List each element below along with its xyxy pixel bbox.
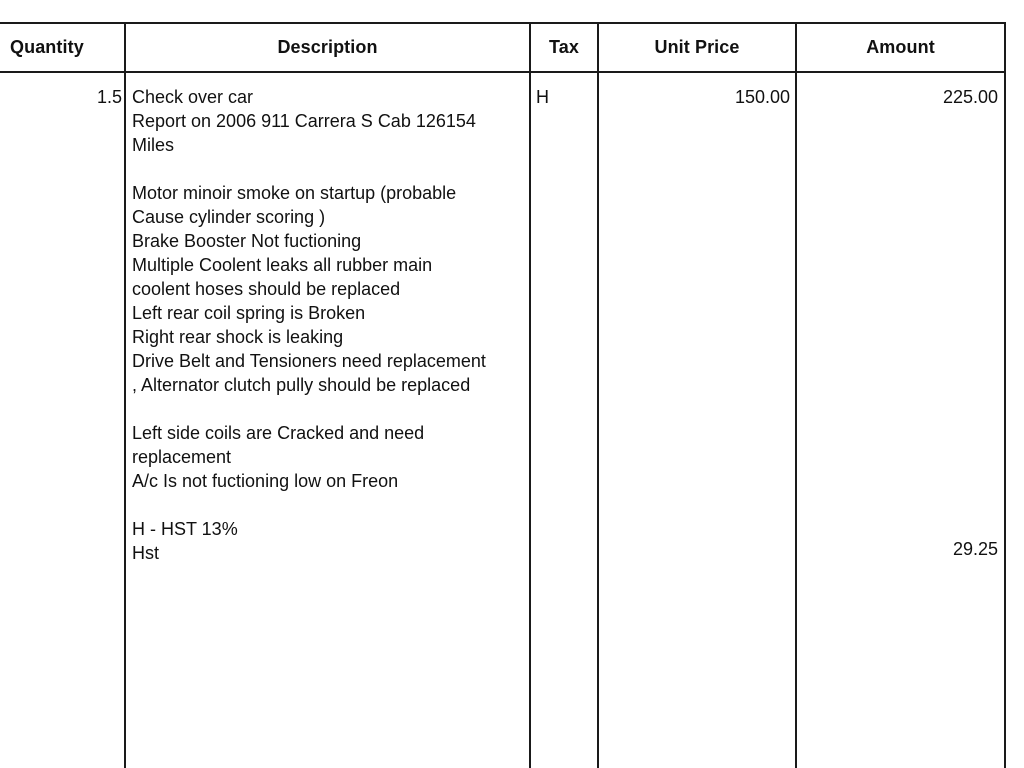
item-quantity: 1.5	[96, 87, 122, 107]
description-line: Miles	[132, 135, 175, 155]
header-separator	[0, 71, 1006, 73]
hst-amount: 29.25	[952, 539, 998, 559]
table-right-border	[1004, 22, 1006, 768]
item-amount: 225.00	[942, 87, 998, 107]
description-line: Right rear shock is leaking	[132, 327, 344, 347]
description-line: replacement	[132, 447, 232, 467]
description-line: , Alternator clutch pully should be replaced	[132, 375, 471, 395]
description-line: Left side coils are Cracked and need	[132, 423, 425, 443]
column-divider	[124, 22, 126, 768]
description-line: Multiple Coolent leaks all rubber main	[132, 255, 433, 275]
description-line: Left rear coil spring is Broken	[132, 303, 366, 323]
description-line: Motor minoir smoke on startup (probable	[132, 183, 457, 203]
description-line: Brake Booster Not fuctioning	[132, 231, 362, 251]
column-divider	[795, 22, 797, 768]
tax-rate-line: H - HST 13%	[132, 519, 238, 539]
description-line: Check over car	[132, 87, 254, 107]
column-divider	[529, 22, 531, 768]
description-line: Cause cylinder scoring )	[132, 207, 326, 227]
item-tax-code: H	[536, 87, 549, 107]
header-amount: Amount	[866, 37, 935, 57]
description-line: Drive Belt and Tensioners need replacement	[132, 351, 486, 371]
description-line: A/c Is not fuctioning low on Freon	[132, 471, 399, 491]
header-quantity: Quantity	[10, 37, 84, 57]
item-unit-price: 150.00	[734, 87, 790, 107]
hst-label: Hst	[132, 543, 159, 563]
description-line: coolent hoses should be replaced	[132, 279, 401, 299]
item-description	[132, 85, 528, 565]
header-description: Description	[277, 37, 378, 57]
column-divider	[597, 22, 599, 768]
header-unit-price: Unit Price	[654, 37, 740, 57]
description-line: Report on 2006 911 Carrera S Cab 126154	[132, 111, 476, 131]
header-tax: Tax	[549, 37, 579, 57]
